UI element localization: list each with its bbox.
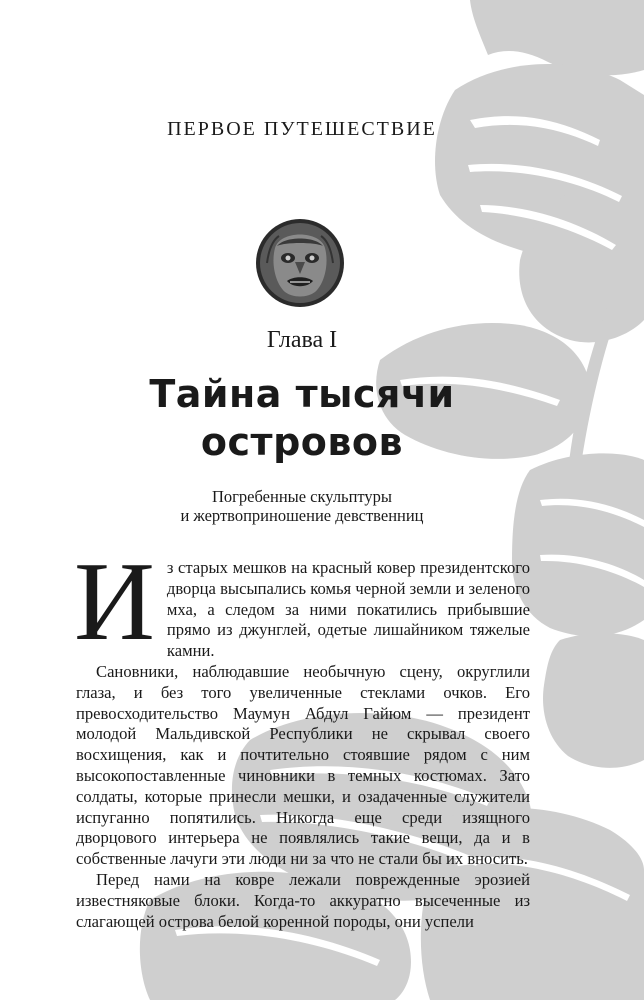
chapter-title-line1: Тайна тысячи [149,372,455,416]
section-title: ПЕРВОЕ ПУТЕШЕСТВИЕ [167,118,437,140]
carved-mask-medallion-icon [255,218,345,308]
drop-cap: И [74,540,155,664]
body-text [74,540,530,932]
chapter-title-line2: островов [200,420,404,464]
chapter-subtitle [0,487,604,525]
chapter-subtitle-line2: и жертвоприношение девственниц [180,506,424,525]
chapter-label: Глава I [266,327,338,353]
paragraph: Перед нами на ковре лежали поврежденные эрозией известняковые блоки. Когда-то аккуратно высеченные из слагающей острова белой коренной породы, они успели [76,869,530,931]
paragraph: з старых мешков на красный ковер президентского дворца высыпались комья черной земли и зеленого мха, а следом за ними покатились прибывшие прямо из джунглей, одетые лишайником тяжелые камни. [166,558,530,661]
paragraph: Сановники, наблюдавшие необычную сцену, округлили глаза, и без того увеличенные стеклами очков. Его превосходительство Маумун Абдул Гайюм — президент молодой Мальдивской Республики не скрывал своего восхищения, как и почтительно стоявшие рядом с ним высокопоставленные чиновники в темных костюмах. Зато солдаты, которые принесли мешки, и озадаченные служители испуганно попятились. Никогда еще среди изящного дворцового интерьера не появлялись такие вещи, да и в собственные лачуги эти люди ни за что не стали бы их вносить. [76,661,530,869]
chapter-title [0,370,604,466]
chapter-subtitle-line1: Погребенные скульптуры [211,487,392,506]
